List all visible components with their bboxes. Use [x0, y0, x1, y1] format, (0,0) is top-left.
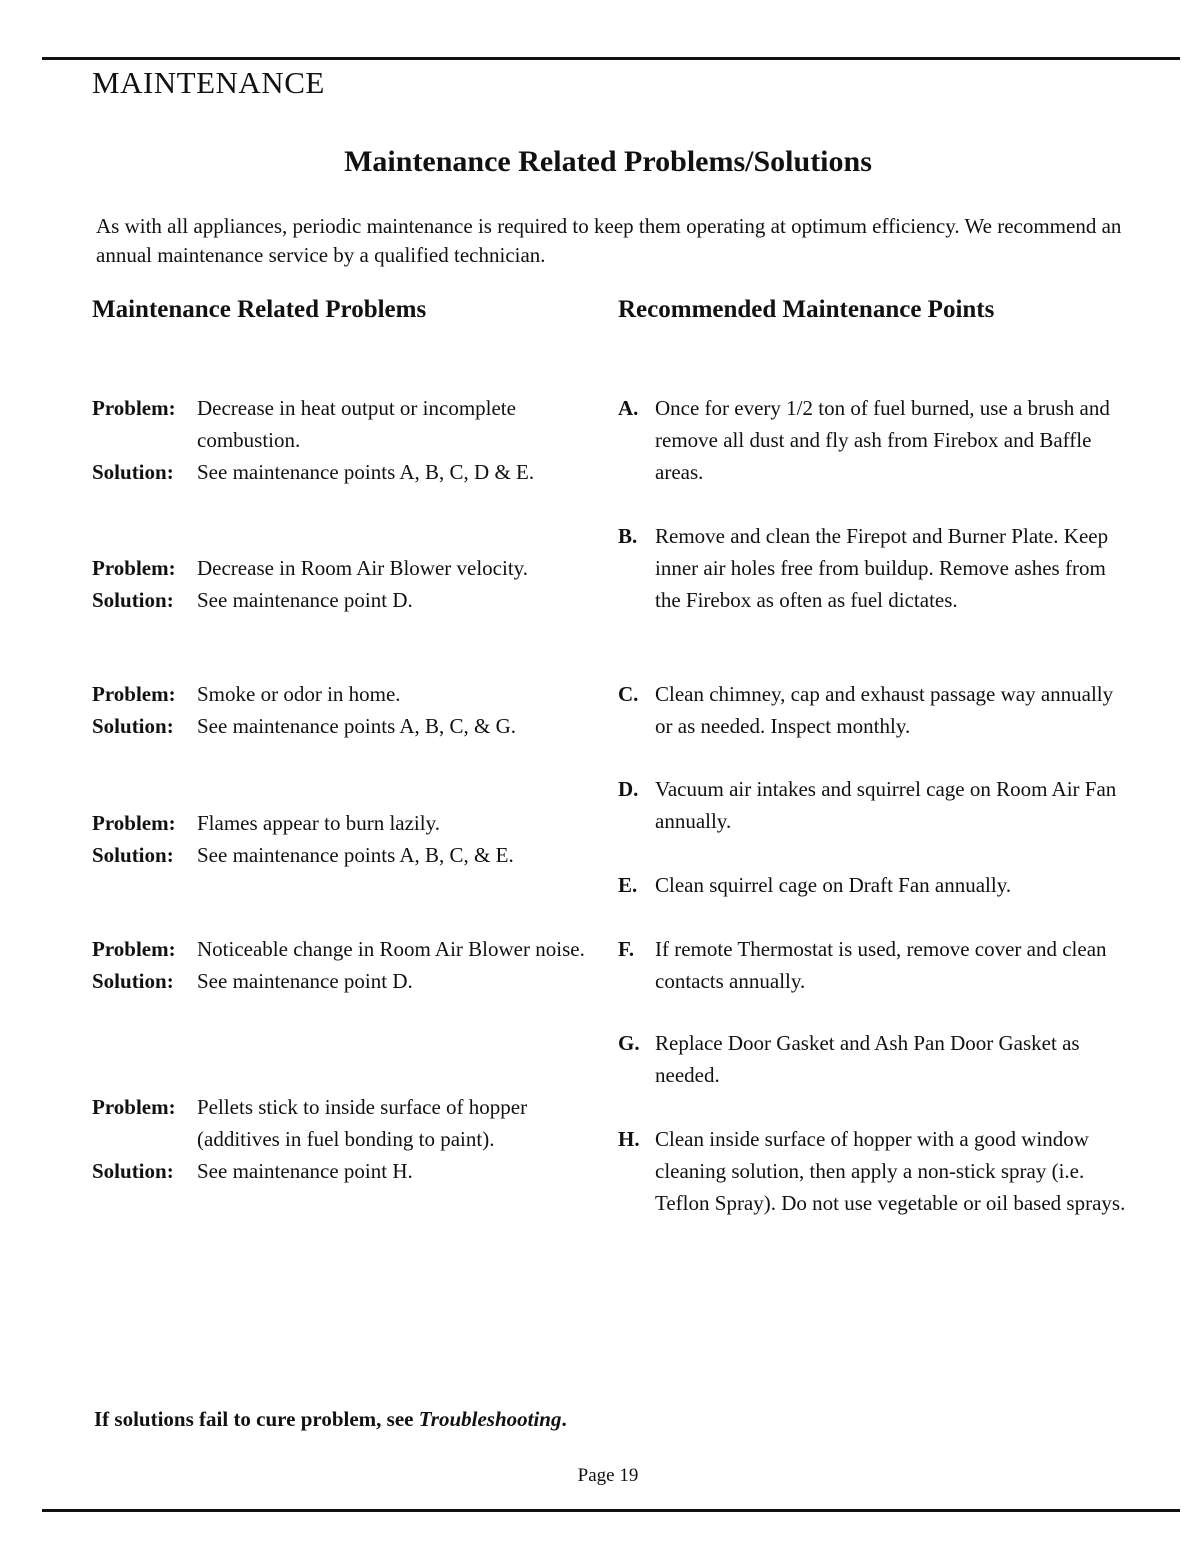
- troubleshooting-note: [94, 1404, 567, 1434]
- note-suffix: .: [561, 1407, 567, 1431]
- solution-label: Solution:: [92, 843, 174, 867]
- page-title: Maintenance Related Problems/Solutions: [344, 145, 872, 178]
- problem-label: Problem:: [92, 811, 176, 835]
- note-prefix: If solutions fail to cure problem, see: [94, 1407, 419, 1431]
- problem-label: Problem:: [92, 396, 176, 420]
- solution-text: See maintenance points A, B, C, & G.: [197, 714, 517, 738]
- problem-text: Flames appear to burn lazily.: [197, 811, 440, 835]
- maintenance-point-e: [618, 869, 1128, 901]
- problem-label: Problem:: [92, 556, 176, 580]
- solution-label: Solution:: [92, 588, 174, 612]
- maintenance-point-c: [618, 678, 1128, 742]
- problem-text: Decrease in Room Air Blower velocity.: [197, 556, 529, 580]
- point-text: Replace Door Gasket and Ash Pan Door Gasket as needed.: [655, 1031, 1080, 1087]
- solution-label: Solution:: [92, 969, 174, 993]
- solution-text: See maintenance point D.: [197, 969, 413, 993]
- maintenance-point-g: [618, 1027, 1128, 1091]
- solution-text: See maintenance point H.: [197, 1159, 413, 1183]
- solution-text: See maintenance points A, B, C, D & E.: [197, 460, 535, 484]
- problem-item: [92, 1091, 592, 1187]
- problem-label: Problem:: [92, 937, 176, 961]
- top-rule: [42, 57, 1180, 60]
- point-letter: H.: [618, 1127, 640, 1151]
- problem-item: [92, 933, 592, 997]
- maintenance-point-a: [618, 392, 1128, 488]
- point-text: If remote Thermostat is used, remove cover and clean contacts annually.: [655, 937, 1107, 993]
- problem-item: [92, 807, 592, 871]
- solution-label: Solution:: [92, 460, 174, 484]
- point-letter: B.: [618, 524, 638, 548]
- section-title: MAINTENANCE: [92, 65, 325, 100]
- problem-text: Decrease in heat output or incomplete combustion.: [197, 396, 516, 452]
- problem-item: [92, 678, 592, 742]
- maintenance-point-h: [618, 1123, 1128, 1219]
- point-letter: C.: [618, 682, 639, 706]
- intro-paragraph: As with all appliances, periodic maintenance is required to keep them operating at optimum efficiency. We recommend an annual maintenance service by a qualified technician.: [96, 214, 1122, 267]
- problems-heading: Maintenance Related Problems: [92, 296, 427, 323]
- problem-text: Noticeable change in Room Air Blower noise.: [197, 937, 585, 961]
- problem-label: Problem:: [92, 1095, 176, 1119]
- problem-item: [92, 392, 592, 488]
- problem-text: Smoke or odor in home.: [197, 682, 401, 706]
- point-text: Vacuum air intakes and squirrel cage on Room Air Fan annually.: [655, 777, 1117, 833]
- point-letter: A.: [618, 396, 639, 420]
- solution-label: Solution:: [92, 1159, 174, 1183]
- point-text: Remove and clean the Firepot and Burner Plate. Keep inner air holes free from buildup. Remove ashes from the Firebox as often as fuel dictates.: [655, 524, 1109, 612]
- solution-label: Solution:: [92, 714, 174, 738]
- problem-item: [92, 552, 592, 616]
- point-letter: E.: [618, 873, 638, 897]
- point-text: Clean chimney, cap and exhaust passage way annually or as needed. Inspect monthly.: [655, 682, 1114, 738]
- point-text: Once for every 1/2 ton of fuel burned, use a brush and remove all dust and fly ash from Firebox and Baffle areas.: [655, 396, 1110, 484]
- point-letter: D.: [618, 777, 639, 801]
- point-text: Clean squirrel cage on Draft Fan annually.: [655, 873, 1012, 897]
- troubleshooting-reference: Troubleshooting: [418, 1407, 562, 1431]
- point-text: Clean inside surface of hopper with a good window cleaning solution, then apply a non-stick spray (i.e. Teflon Spray). Do not use vegetable or oil based sprays.: [655, 1127, 1126, 1215]
- page-number: Page 19: [577, 1465, 639, 1486]
- problem-text: Pellets stick to inside surface of hopper (additives in fuel bonding to paint).: [197, 1095, 528, 1151]
- point-letter: F.: [618, 937, 635, 961]
- bottom-rule: [42, 1509, 1180, 1512]
- points-heading: Recommended Maintenance Points: [618, 296, 995, 323]
- maintenance-point-b: [618, 520, 1128, 616]
- point-letter: G.: [618, 1031, 640, 1055]
- maintenance-point-f: [618, 933, 1128, 997]
- maintenance-point-d: [618, 773, 1128, 837]
- problem-label: Problem:: [92, 682, 176, 706]
- solution-text: See maintenance points A, B, C, & E.: [197, 843, 514, 867]
- solution-text: See maintenance point D.: [197, 588, 413, 612]
